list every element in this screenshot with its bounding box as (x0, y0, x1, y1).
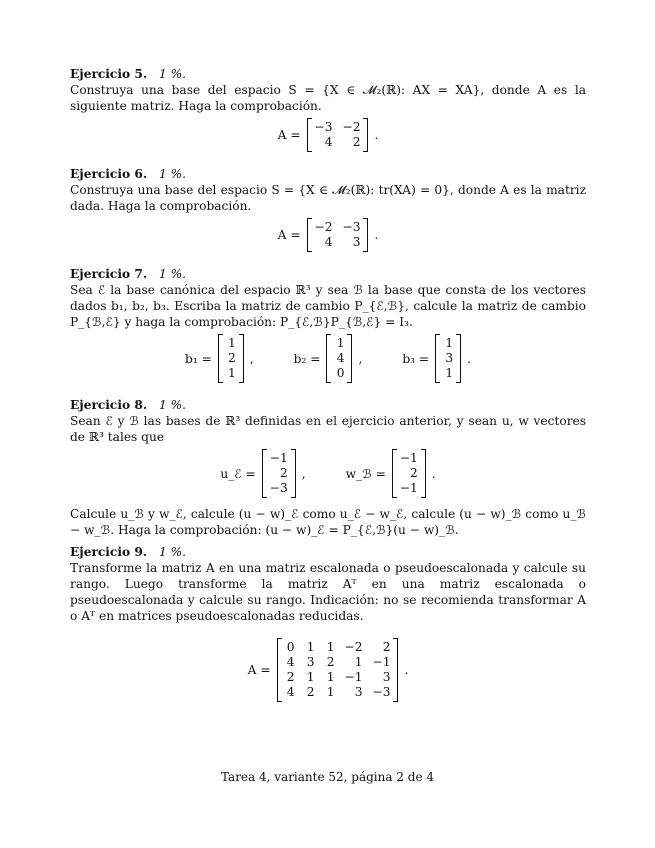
exercise-6-weight: 1 %. (158, 167, 187, 181)
vector-cell: 3 (445, 351, 454, 365)
vector-cell: 2 (228, 351, 236, 365)
matrix-cell: 2 (286, 670, 295, 684)
exercise-9-weight: 1 %. (158, 545, 187, 559)
exercise-5-weight: 1 %. (158, 67, 187, 81)
matrix-a (307, 118, 369, 152)
matrix-cell: 4 (324, 135, 333, 149)
vector-b3-lhs: b₃ = (402, 351, 430, 366)
exercise-8 (70, 397, 586, 538)
comma: , (301, 466, 306, 481)
exercise-6-heading (70, 166, 586, 182)
matrix-cell: 4 (324, 235, 333, 249)
exercise-6-title: Ejercicio 6. (70, 167, 148, 181)
matrix-lhs: A = (277, 228, 301, 242)
exercise-6 (70, 166, 586, 252)
exercise-7-weight: 1 %. (158, 267, 187, 281)
exercise-8-statement-2: Calcule u_ℬ y w_ℰ, calcule (u − w)_ℰ como u_ℰ − w_ℰ, calcule (u − w)_ℬ como u_ℬ − w_ℬ. Haga la comprobación: (u − w)_ℰ = P_{ℰ,ℬ}(u − w)_ℬ. (70, 507, 586, 537)
vector-b2 (326, 334, 352, 383)
exercise-7-equation (70, 334, 586, 383)
exercise-6-equation (70, 218, 586, 252)
vector-b2-lhs: b₂ = (293, 351, 321, 366)
vector-cell: −1 (399, 451, 418, 465)
matrix-cell: 3 (352, 235, 361, 249)
matrix-cell: 1 (354, 655, 363, 669)
matrix-cell: 2 (382, 640, 391, 654)
equation-period: . (467, 351, 471, 366)
exercise-8-weight: 1 %. (158, 398, 187, 412)
exercise-9-equation (70, 638, 586, 702)
vector-w (392, 449, 426, 498)
vector-cell: 1 (336, 336, 345, 350)
matrix-cell: −3 (314, 120, 333, 134)
exercise-8-title: Ejercicio 8. (70, 398, 148, 412)
equation-period: . (404, 663, 409, 677)
exercise-7 (70, 266, 586, 383)
vector-cell: −1 (399, 481, 418, 495)
matrix-cell: −1 (372, 655, 391, 669)
exercise-5-statement: Construya una base del espacio S = {X ∈ 𝓜₂(ℝ): AX = XA}, donde A es la siguiente matriz. Haga la comprobación. (70, 83, 586, 113)
matrix-cell: 2 (306, 685, 315, 699)
matrix-cell: −3 (372, 685, 391, 699)
exercise-5-title: Ejercicio 5. (70, 67, 148, 81)
vector-cell: −1 (269, 451, 288, 465)
exercise-9 (70, 544, 586, 702)
vector-cell: −3 (269, 481, 288, 495)
matrix-cell: 1 (326, 670, 335, 684)
equation-period: . (431, 466, 436, 481)
exercise-7-statement: Sea ℰ la base canónica del espacio ℝ³ y sea ℬ la base que consta de los vectores dados b₁, b₂, b₃. Escriba la matriz de cambio P_{ℰ,ℬ}, calcule la matriz de cambio P_{ℬ,ℰ} y haga la comprobación: P_{ℰ,ℬ}P_{ℬ,ℰ} = I₃. (70, 283, 586, 329)
matrix-lhs: A = (247, 663, 271, 677)
equation-period: . (374, 128, 379, 142)
vector-cell: 1 (445, 366, 454, 380)
vector-b3 (435, 334, 461, 383)
page-footer: Tarea 4, variante 52, página 2 de 4 (220, 770, 435, 784)
matrix-a (277, 638, 399, 702)
matrix-cell: 3 (354, 685, 363, 699)
vector-cell: 0 (336, 366, 345, 380)
matrix-cell: 3 (382, 670, 391, 684)
vector-cell: 2 (279, 466, 288, 480)
vector-b1 (218, 334, 244, 383)
exercise-9-heading (70, 544, 586, 560)
exercise-5 (70, 66, 586, 152)
matrix-cell: 2 (326, 655, 335, 669)
matrix-lhs: A = (277, 128, 301, 142)
comma: , (249, 351, 254, 366)
matrix-a (307, 218, 369, 252)
vector-b1-lhs: b₁ = (185, 351, 212, 366)
equation-period: . (374, 228, 379, 242)
vector-cell: 4 (336, 351, 345, 365)
matrix-cell: 3 (306, 655, 315, 669)
matrix-cell: 1 (306, 670, 315, 684)
exercise-9-title: Ejercicio 9. (70, 545, 148, 559)
matrix-cell: 2 (352, 135, 361, 149)
matrix-cell: 0 (286, 640, 295, 654)
matrix-cell: 1 (326, 685, 335, 699)
matrix-cell: 1 (306, 640, 315, 654)
comma: , (358, 351, 363, 366)
vector-u (262, 449, 296, 498)
vector-cell: 1 (228, 336, 236, 350)
matrix-cell: −1 (344, 670, 363, 684)
exercise-8-statement: Sean ℰ y ℬ las bases de ℝ³ definidas en el ejercicio anterior, y sean u, w vectores de ℝ³ tales que (70, 414, 586, 444)
vector-cell: 2 (410, 466, 418, 480)
exercise-7-heading (70, 266, 586, 282)
matrix-cell: −3 (342, 220, 361, 234)
exercise-8-equation (70, 449, 586, 498)
vector-u-lhs: u_ℰ = (220, 466, 256, 481)
matrix-cell: −2 (314, 220, 333, 234)
matrix-cell: 4 (286, 655, 295, 669)
vector-cell: 1 (228, 366, 236, 380)
page-content (70, 66, 586, 710)
exercise-7-title: Ejercicio 7. (70, 267, 148, 281)
exercise-9-statement: Transforme la matriz A en una matriz escalonada o pseudoescalonada y calcule su rango. Luego transforme la matriz Aᵀ en una matriz escalonada o pseudoescalonada y calcule su rango. Indicación: no se recomienda transformar A o Aᵀ en matrices pseudoescalonadas reducidas. (70, 561, 586, 623)
exercise-5-heading (70, 66, 586, 82)
exercise-8-heading (70, 397, 586, 413)
matrix-cell: −2 (342, 120, 361, 134)
vector-w-lhs: w_ℬ = (345, 466, 386, 481)
matrix-cell: −2 (344, 640, 363, 654)
exercise-5-equation (70, 118, 586, 152)
matrix-cell: 1 (326, 640, 335, 654)
vector-cell: 1 (445, 336, 454, 350)
exercise-6-statement: Construya una base del espacio S = {X ∈ 𝓜₂(ℝ): tr(XA) = 0}, donde A es la matriz dada. Haga la comprobación. (70, 183, 586, 213)
matrix-cell: 4 (286, 685, 295, 699)
